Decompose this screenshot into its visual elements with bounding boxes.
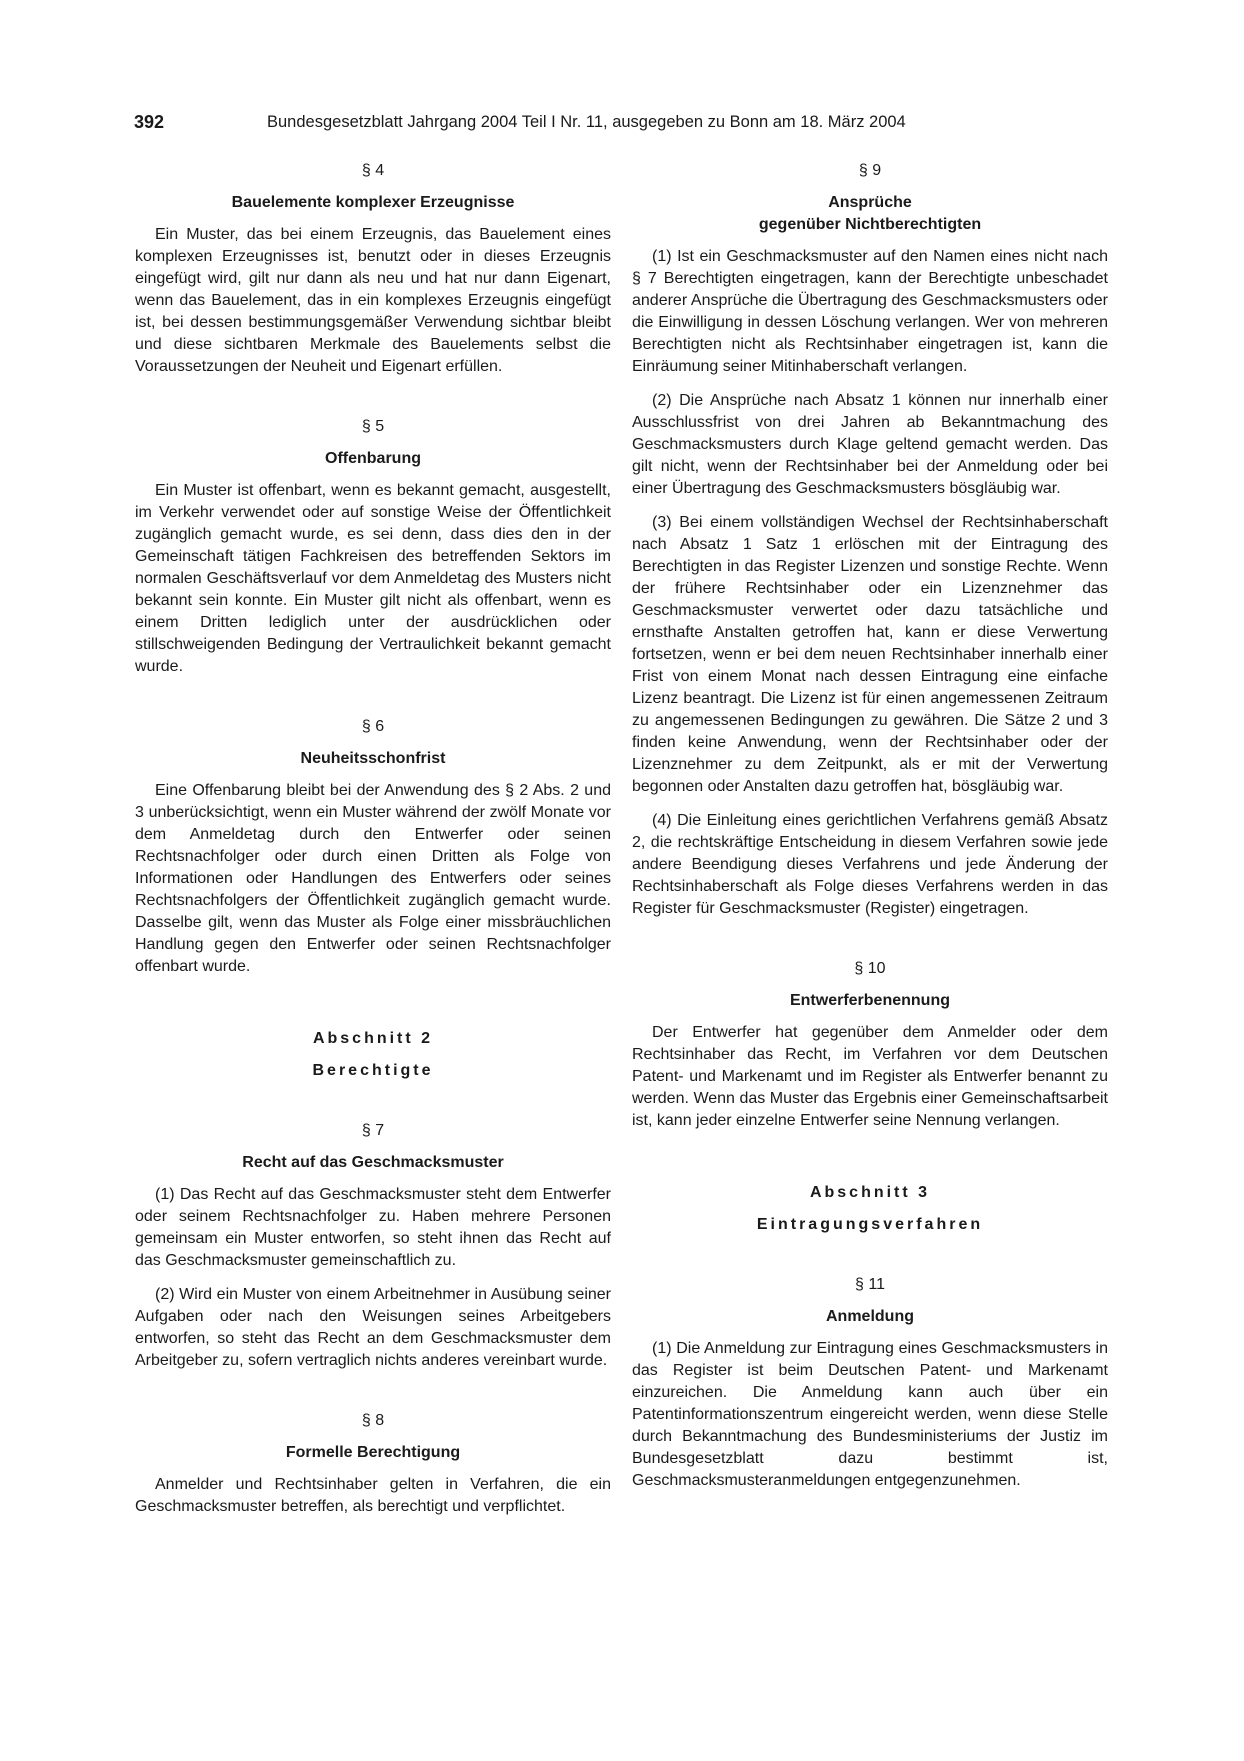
part-3-label: Abschnitt 3 [809,1184,931,1201]
part-2-label: Abschnitt 2 [312,1030,434,1047]
section-9-title-line-2: gegenüber Nichtberechtigten [758,216,982,233]
section-7-number: § 7 [361,1122,385,1139]
section-7-title: Recht auf das Geschmacksmuster [242,1154,504,1171]
page-number: 392 [134,112,165,132]
section-9-paragraph-4: (4) Die Einleitung eines gerichtlichen Verfahrens gemäß Absatz 2, die rechtskräftige Entscheidung in diesem Verfahren sowie jede andere Beendigung dieses Verfahrens und jede Änderung der Rechtsinhaberschaft als Folge dieses Verfahrens werden in das Register für Geschmacksmuster (Register) eingetragen. [632,812,1108,917]
section-8-text: Anmelder und Rechtsinhaber gelten in Verfahren, die ein Geschmacksmuster betreffen, als berechtigt und verpflichtet. [135,1476,611,1515]
section-6-text: Eine Offenbarung bleibt bei der Anwendung des § 2 Abs. 2 und 3 unberücksichtigt, wenn ein Muster während der zwölf Monate vor dem Anmeldetag durch den Entwerfer oder seinen Rechtsnachfolger oder durch einen Dritten als Folge von Informationen oder Handlungen des Entwerfers oder seines Rechtsnachfolgers der Öffentlichkeit zugänglich gemacht wurde. Dasselbe gilt, wenn das Muster als Folge einer missbräuchlichen Handlung gegen den Entwerfer oder seinen Rechtsnachfolger offenbart wurde. [135,782,611,975]
section-9-paragraph-1: (1) Ist ein Geschmacksmuster auf den Namen eines nicht nach § 7 Berechtigten eingetragen, kann der Berechtigte unbeschadet anderer Ansprüche die Übertragung des Geschmacksmusters oder die Einwilligung in dessen Löschung verlangen. Wer von mehreren Berechtigten nicht als Rechtsinhaber eingetragen ist, kann die Einräumung seiner Mitinhaberschaft verlangen. [632,248,1108,375]
section-8-number: § 8 [361,1412,385,1429]
section-4-title: Bauelemente komplexer Erzeugnisse [231,194,515,211]
section-4-number: § 4 [361,162,385,179]
section-9-paragraph-3: (3) Bei einem vollständigen Wechsel der Rechtsinhaberschaft nach Absatz 1 Satz 1 erlöschen mit der Eintragung des Berechtigten in das Register Lizenzen und sonstige Rechte. Wenn der frühere Rechtsinhaber oder ein Lizenznehmer das Geschmacksmuster verwertet oder dazu tatsächliche und ernsthafte Anstalten getroffen hat, kann er diese Verwertung fortsetzen, wenn er bei dem neuen Rechtsinhaber innerhalb einer Frist von einem Monat nach dessen Eintragung eine einfache Lizenz beantragt. Die Lizenz ist für einen angemessenen Zeitraum zu angemessenen Bedingungen zu gewähren. Die Sätze 2 und 3 finden keine Anwendung, wenn der Rechtsinhaber oder der Lizenznehmer zu dem Zeitpunkt, als er mit der Verwertung begonnen oder Anstalten dazu getroffen hat, bösgläubig war. [632,514,1108,795]
section-9-number: § 9 [858,162,882,179]
section-5-text: Ein Muster ist offenbart, wenn es bekannt gemacht, ausgestellt, im Verkehr verwendet oder auf sonstige Weise der Öffentlichkeit zugänglich gemacht wurde, es sei denn, dass dies den in der Gemeinschaft tätigen Fachkreisen des betreffenden Sektors im normalen Geschäftsverlauf vor dem Anmeldetag des Musters nicht bekannt sein konnte. Ein Muster gilt nicht als offenbart, wenn es einem Dritten lediglich unter der ausdrücklichen oder stillschweigenden Bedingung der Vertraulichkeit bekannt gemacht wurde. [135,482,611,675]
section-11-number: § 11 [855,1276,885,1293]
section-9-title-line-1: Ansprüche [828,194,912,211]
section-6-title: Neuheitsschonfrist [300,750,446,767]
right-column [632,160,1108,1492]
section-9-paragraph-2: (2) Die Ansprüche nach Absatz 1 können nur innerhalb einer Ausschlussfrist von drei Jahren ab Bekanntmachung des Geschmacksmusters durch Klage geltend gemacht werden. Das gilt nicht, wenn der Rechtsinhaber bei der Anmeldung oder bei einer Übertragung des Geschmacksmusters bösgläubig war. [632,392,1108,497]
section-7-paragraph-1: (1) Das Recht auf das Geschmacksmuster steht dem Entwerfer oder seinem Rechtsnachfolger zu. Haben mehrere Personen gemeinsam ein Muster entworfen, so steht ihnen das Recht auf das Geschmacksmuster gemeinschaftlich zu. [135,1186,611,1269]
section-5-number: § 5 [361,418,385,435]
section-5-title: Offenbarung [325,450,421,467]
left-column [135,160,611,1518]
section-10-title: Entwerferbenennung [789,992,950,1009]
section-10-text: Der Entwerfer hat gegenüber dem Anmelder oder dem Rechtsinhaber das Recht, im Verfahren vor dem Deutschen Patent- und Markenamt und im Register als Entwerfer benannt zu werden. Wenn das Muster das Ergebnis einer Gemeinschaftsarbeit ist, kann jeder einzelne Entwerfer seine Nennung verlangen. [632,1024,1108,1129]
section-11-title: Anmeldung [826,1308,914,1325]
part-3-title: Eintragungsverfahren [756,1216,984,1233]
section-8-title: Formelle Berechtigung [285,1444,461,1461]
running-header: Bundesgesetzblatt Jahrgang 2004 Teil I Nr. 11, ausgegeben zu Bonn am 18. März 2004 [267,113,906,131]
section-10-number: § 10 [854,960,886,977]
section-6-number: § 6 [361,718,385,735]
section-7-paragraph-2: (2) Wird ein Muster von einem Arbeitnehmer in Ausübung seiner Aufgaben oder nach den Weisungen seines Arbeitgebers entworfen, so steht das Recht an dem Geschmacksmuster dem Arbeitgeber zu, sofern vertraglich nichts anderes vereinbart wurde. [135,1286,611,1369]
section-11-paragraph-1: (1) Die Anmeldung zur Eintragung eines Geschmacksmusters in das Register ist beim Deutschen Patent- und Markenamt einzureichen. Die Anmeldung kann auch über ein Patentinformationszentrum eingereicht werden, wenn diese Stelle durch Bekanntmachung des Bundesministeriums der Justiz im Bundesgesetzblatt dazu bestimmt ist, Geschmacksmusteranmeldungen entgegenzunehmen. [632,1340,1108,1489]
section-4-text: Ein Muster, das bei einem Erzeugnis, das Bauelement eines komplexen Erzeugnisses ist, benutzt oder in dieses Erzeugnis eingefügt wird, gilt nur dann als neu und hat nur dann Eigenart, wenn das Bauelement, das in ein komplexes Erzeugnis eingefügt ist, bei dessen bestimmungsgemäßer Verwendung sichtbar bleibt und diese sichtbaren Merkmale des Bauelements selbst die Voraussetzungen der Neuheit und Eigenart erfüllen. [135,226,611,375]
part-2-title: Berechtigte [312,1062,434,1079]
